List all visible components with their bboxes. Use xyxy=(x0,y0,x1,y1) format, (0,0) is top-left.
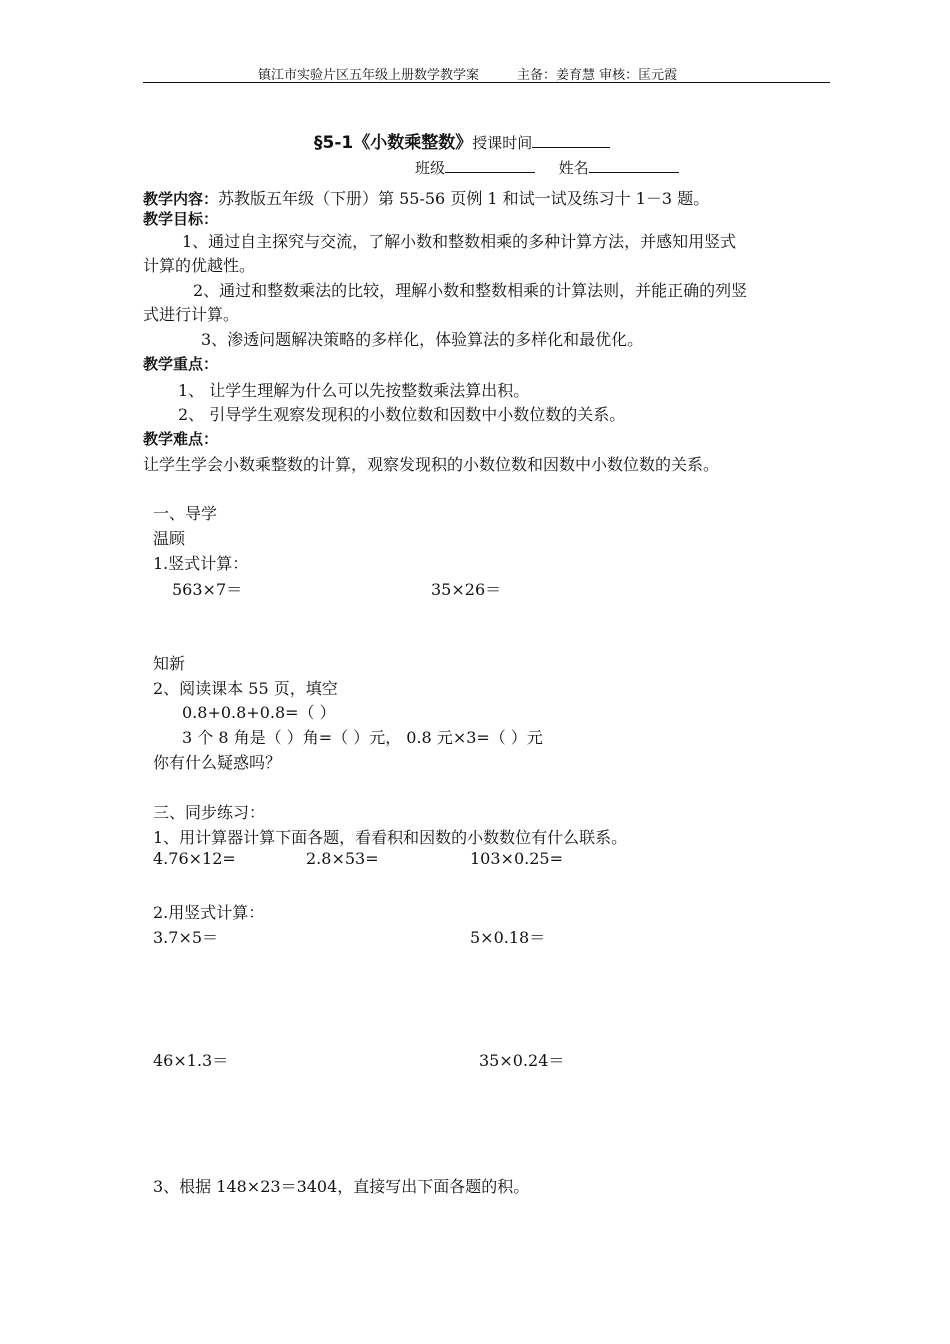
practice-1a: 4.76×12= xyxy=(153,849,236,868)
practice-2b: 5×0.18＝ xyxy=(470,928,546,947)
header-rule xyxy=(143,82,830,83)
lesson-title xyxy=(314,128,610,153)
key-point-2: 2、 引导学生观察发现积的小数位数和因数中小数位数的关系。 xyxy=(178,405,626,424)
question-1b: 35×26＝ xyxy=(431,580,502,599)
practice-2d: 35×0.24＝ xyxy=(479,1051,565,1070)
time-label: 授课时间 xyxy=(472,134,533,152)
goals-label: 教学目标： xyxy=(143,210,219,228)
goal-1b: 计算的优越性。 xyxy=(143,256,256,275)
question-2: 2、阅读课本 55 页，填空 xyxy=(153,679,338,698)
new-heading: 知新 xyxy=(153,654,186,673)
lesson-title-main: §5-1《小数乘整数》 xyxy=(314,133,473,153)
class-blank[interactable] xyxy=(445,158,535,173)
goal-3: 3、渗透问题解决策略的多样化，体验算法的多样化和最优化。 xyxy=(201,330,644,349)
name-blank[interactable] xyxy=(589,158,679,173)
content-label: 教学内容： xyxy=(143,190,219,208)
section1-title: 一、导学 xyxy=(153,504,218,523)
question-2-line1: 0.8+0.8+0.8=（ ） xyxy=(182,703,336,722)
practice-2a: 3.7×5＝ xyxy=(153,928,219,947)
header-school: 镇江市实验片区五年级上册数学教学案 xyxy=(258,68,480,83)
page-header xyxy=(258,64,677,83)
question-1: 1.竖式计算： xyxy=(153,554,249,573)
practice-1b: 2.8×53= xyxy=(306,849,379,868)
question-2-doubt: 你有什么疑惑吗？ xyxy=(153,753,282,772)
content-text: 苏教版五年级（下册）第 55-56 页例 1 和试一试及练习十 1－3 题。 xyxy=(218,189,710,208)
key-point-1: 1、 让学生理解为什么可以先按整数乘法算出积。 xyxy=(178,381,530,400)
review-heading: 温顾 xyxy=(153,529,186,548)
practice-2c: 46×1.3＝ xyxy=(153,1051,229,1070)
header-authors: 主备：姜育慧 审核：匡元霞 xyxy=(517,68,678,83)
time-blank[interactable] xyxy=(532,133,610,148)
difficulties-label: 教学难点： xyxy=(143,430,219,448)
difficulties-text: 让学生学会小数乘整数的计算，观察发现积的小数位数和因数中小数位数的关系。 xyxy=(143,455,720,474)
practice-2: 2.用竖式计算： xyxy=(153,903,265,922)
practice-1c: 103×0.25= xyxy=(470,849,563,868)
practice-3: 3、根据 148×23＝3404，直接写出下面各题的积。 xyxy=(153,1177,530,1196)
goal-2b: 式进行计算。 xyxy=(143,305,240,324)
name-label: 姓名 xyxy=(558,159,589,177)
practice-1: 1、用计算器计算下面各题，看看积和因数的小数数位有什么联系。 xyxy=(153,828,628,847)
section3-title: 三、同步练习： xyxy=(153,803,266,822)
teaching-content xyxy=(143,186,709,209)
question-1a: 563×7＝ xyxy=(172,580,243,599)
question-2-line2: 3 个 8 角是（ ）角=（ ）元， 0.8 元×3=（ ）元 xyxy=(182,728,543,747)
goal-2a: 2、通过和整数乘法的比较，理解小数和整数相乘的计算法则，并能正确的列竖 xyxy=(193,281,748,300)
goal-1a: 1、通过自主探究与交流，了解小数和整数相乘的多种计算方法，并感知用竖式 xyxy=(182,232,737,251)
key-points-label: 教学重点： xyxy=(143,355,219,373)
student-info xyxy=(415,157,679,178)
class-label: 班级 xyxy=(415,159,446,177)
